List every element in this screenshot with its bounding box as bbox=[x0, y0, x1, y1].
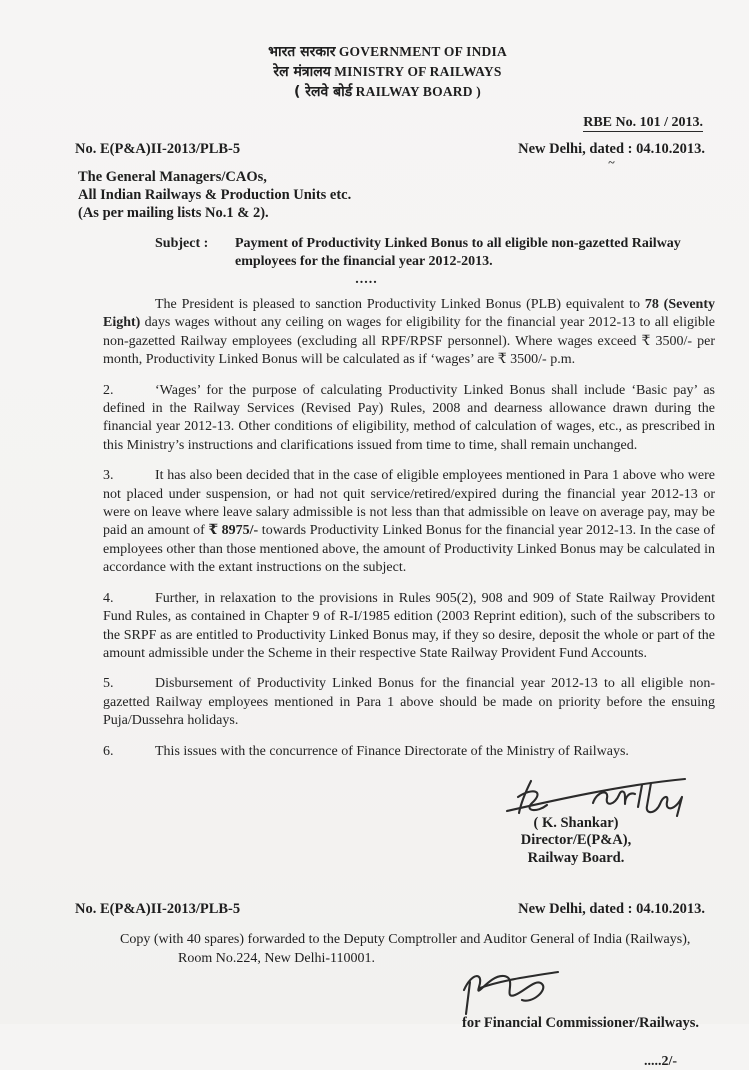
addressee-line3: (As per mailing lists No.1 & 2). bbox=[78, 205, 269, 221]
paragraph-1-rest: days wages without any ceiling on wages for eligibility for the financial year 2012-13 to all eligible non-gazetted Railway employees (excluding all RPF/RPSF personnel). Where wages exceed ₹ 3500/- per month, Productivity Linked Bonus will be calculated as if ‘wages’ are ₹ 3500/- p.m. bbox=[103, 315, 715, 368]
copy-line1: Copy (with 40 spares) forwarded to the Deputy Comptroller and Auditor General of India (Railways), bbox=[120, 932, 691, 948]
paragraph-1 bbox=[103, 296, 715, 370]
signatory-org: Railway Board. bbox=[527, 849, 625, 866]
signatory-title: Director/E(P&A), bbox=[520, 832, 632, 849]
page-continuation-marker: .....2/- bbox=[643, 1054, 677, 1070]
commissioner-signature-wrap bbox=[452, 964, 749, 1021]
paragraph-5-text: Disbursement of Productivity Linked Bonus for the financial year 2012-13 to all eligible non-gazetted Railway employees mentioned in Para 1 above should be made on priority before the ensuing Puja/Dussehra holidays. bbox=[103, 676, 715, 729]
rbe-number-line bbox=[0, 115, 749, 131]
paragraph-6-number: 6. bbox=[103, 743, 114, 759]
paragraph-1-text: The President is pleased to sanction Productivity Linked Bonus (PLB) equivalent to bbox=[155, 297, 645, 312]
paragraph-2-number: 2. bbox=[103, 382, 114, 398]
footer-date-line: New Delhi, dated : 04.10.2013. bbox=[518, 901, 705, 918]
paragraph-6 bbox=[103, 743, 715, 761]
paragraph-3 bbox=[103, 467, 715, 577]
paragraph-3-text: It has also been decided that in the case of eligible employees mentioned in Para 1 above who were not placed under suspension, or had not quit service/retired/expired during the financial year 2012-13 or were on leave where leave salary admissible is not less than that admissible on leave on average pay, may be paid an amount of bbox=[103, 468, 715, 539]
subject-separator: ..... bbox=[355, 272, 378, 287]
addressee-line1: The General Managers/CAOs, bbox=[78, 169, 267, 185]
footer-reference-row bbox=[75, 901, 705, 918]
letterhead-line2 bbox=[26, 62, 749, 82]
letterhead-line3 bbox=[26, 82, 749, 102]
footer-reference-number: No. E(P&A)II-2013/PLB-5 bbox=[75, 901, 241, 918]
letterhead-line1-english: GOVERNMENT OF INDIA bbox=[338, 44, 507, 59]
for-financial-commissioner-line: for Financial Commissioner/Railways. bbox=[462, 1015, 699, 1032]
paragraph-4-text: Further, in relaxation to the provisions in Rules 905(2), 908 and 909 of State Railway Provident Fund Rules, as contained in Chapter 9 of R-I/1985 edition (2003 Reprint edition), such of the subscribers to the SRPF as are entitled to Productivity Linked Bonus may, if they so desire, deposit the whole or part of the amount admissible under the Scheme in their respective State Railway Provident Fund Accounts. bbox=[103, 590, 715, 661]
paragraph-1-bold: 78 (Seventy Eight) bbox=[103, 297, 716, 331]
copy-line2: Room No.224, New Delhi-110001. bbox=[178, 951, 376, 967]
paragraph-5 bbox=[103, 675, 715, 730]
paragraph-6-text: This issues with the concurrence of Finance Directorate of the Ministry of Railways. bbox=[155, 743, 629, 759]
letterhead-line1-hindi: भारत सरकार bbox=[268, 44, 336, 60]
paragraph-2-text: ‘Wages’ for the purpose of calculating Productivity Linked Bonus shall include ‘Basic pay’ as defined in the Railway Services (Revised Pay) Rules, 2008 and dearness allowance drawn during the financial year 2012-13. Other conditions of eligibility, method of calculation of wages, etc., as prescribed in this Ministry’s instructions and clarifications issued from time to time, shall remain unchanged. bbox=[103, 382, 715, 453]
reference-number: No. E(P&A)II-2013/PLB-5 bbox=[75, 141, 241, 157]
letter-body bbox=[103, 296, 715, 761]
letterhead-line2-hindi: रेल मंत्रालय bbox=[273, 64, 331, 80]
date-block bbox=[518, 141, 705, 169]
signature-block bbox=[461, 773, 691, 868]
date-line: New Delhi, dated : 04.10.2013. bbox=[518, 141, 705, 157]
paragraph-3-bold-amount: ₹ 8975/- bbox=[208, 523, 259, 539]
letterhead-line2-english: MINISTRY OF RAILWAYS bbox=[334, 64, 502, 79]
addressee-line2: All Indian Railways & Production Units etc. bbox=[78, 187, 352, 203]
copy-forwarded-paragraph bbox=[120, 930, 705, 968]
subject-label: Subject : bbox=[155, 236, 209, 251]
letterhead-line3-hindi: ( रेलवे बोर्ड bbox=[294, 84, 353, 100]
letterhead-line3-english: RAILWAY BOARD ) bbox=[355, 84, 481, 99]
paragraph-3-rest: towards Productivity Linked Bonus for the financial year 2012-13. In the case of employees other than those mentioned above, the amount of Productivity Linked Bonus may be calculated in accordance with the extant instructions on the subject. bbox=[103, 523, 716, 576]
commissioner-signature-image bbox=[452, 964, 572, 1016]
paragraph-5-number: 5. bbox=[103, 676, 114, 692]
paragraph-4-number: 4. bbox=[103, 590, 114, 606]
paragraph-2 bbox=[103, 382, 715, 456]
shankar-signature-image bbox=[501, 773, 691, 817]
reference-row bbox=[75, 141, 705, 169]
paragraph-4 bbox=[103, 590, 715, 664]
subject-text: Payment of Productivity Linked Bonus to all eligible non-gazetted Railway employees for the financial year 2012-2013. bbox=[235, 236, 681, 269]
subject-row bbox=[155, 235, 705, 271]
signatory-name: ( K. Shankar) bbox=[533, 814, 619, 831]
letterhead-line1 bbox=[26, 42, 749, 62]
paragraph-3-number: 3. bbox=[103, 468, 114, 484]
rbe-number: RBE No. 101 / 2013. bbox=[583, 115, 703, 130]
addressee-block bbox=[78, 168, 749, 222]
pen-mark: ~ bbox=[608, 155, 615, 169]
letterhead bbox=[0, 42, 749, 102]
